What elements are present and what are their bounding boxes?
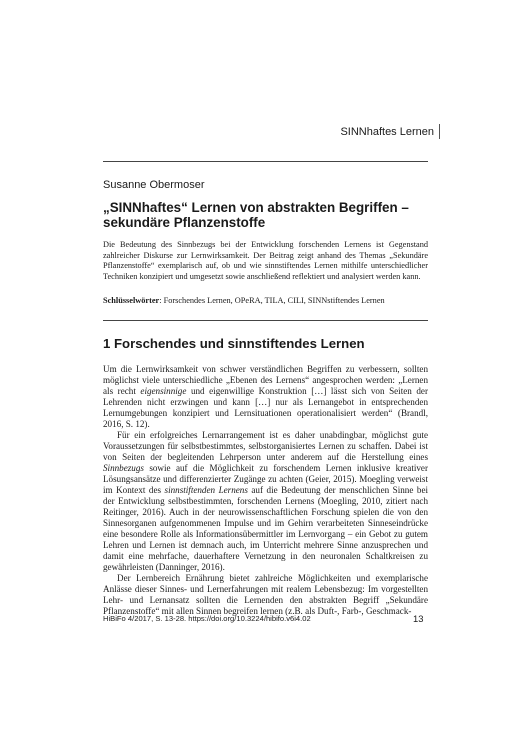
abstract-divider	[103, 320, 428, 321]
author-name: Susanne Obermoser	[103, 179, 205, 191]
p2-emphasis-1: Sinnbezugs	[103, 463, 144, 474]
abstract: Die Bedeutung des Sinnbezugs bei der Entwicklung forschenden Lernens ist Gegenstand zahlreicher Diskurse zur Lernwirksamkeit. Der Beitrag zeigt anhand des Themas „Sekundäre Pflanzenstoffe“ exemplarisch auf, ob und wie sinnstiftendes Lernen mithilfe unterschiedlicher Techniken konzipiert und umgesetzt sowie anschließend reflektiert und analysiert werden kann.	[103, 240, 428, 281]
keywords	[103, 296, 428, 307]
p2-emphasis-2: sinnstiftenden Lernens	[164, 485, 248, 496]
paragraph-1	[103, 364, 428, 430]
p1-emphasis: eigensinnige	[140, 386, 187, 397]
running-head-bar	[439, 124, 440, 139]
running-head: SINNhaftes Lernen	[340, 126, 434, 138]
keywords-label: Schlüsselwörter	[103, 296, 160, 305]
p1-text-b: und eigenwillige Konstruktion […] lässt sich von Seiten der Lehrenden nicht erzwingen und kann […] nur als Lernangebot in entsprechenden Lernumgebungen konzipiert und Lernsituationen operationalisiert werden“ (Brandl, 2016, S. 12).	[103, 386, 428, 430]
title-line-2: sekundäre Pflanzenstoffe	[103, 215, 266, 230]
article-title	[103, 200, 428, 230]
paragraph-2	[103, 430, 428, 573]
p2-text-c: auf die Bedeutung der menschlichen Sinne bei der Entwicklung selbstbestimmten, forschenden Lernens (Moegling, 2010, zitiert nach Reitinger, 2016). Auch in der neurowissenschaftlichen Forschung spielen die von den Sinnesorganen aufgenommenen Impulse und im Gehirn verarbeiteten Sinneseindrücke eine besondere Rolle als Informationsübermittler im Lernvorgang – ein Gebot zu gutem Lehren und Lernen ist demnach auch, im Unterricht mehrere Sinne anzusprechen und damit eine mehrfache, dauerhaftere Vernetzung in den neuronalen Schaltkreisen zu gewährleisten (Danninger, 2016).	[103, 485, 429, 573]
top-divider	[103, 161, 428, 162]
p1-text-a: Um die Lernwirksamkeit von schwer verständlichen Begriffen zu verbessern, sollten möglichst viele unterschiedliche „Ebenen des Lernens“ angesprochen werden: „Lernen als recht	[103, 364, 428, 397]
page-number: 13	[413, 613, 424, 624]
keywords-list: : Forschendes Lernen, OPeRA, TILA, CILI, SINNstiftendes Lernen	[159, 296, 385, 305]
p2-text-b: sowie auf die Möglichkeit zu forschendem Lernen inklusive kreativer Lösungsansätze und differenzierter Zugänge zu achten (Geier, 2015). Moegling verweist im Kontext des	[103, 463, 428, 496]
p2-text-a: Für ein erfolgreiches Lernarrangement ist es daher unabdingbar, möglichst gute Voraussetzungen für selbstbestimmtes, selbstorganisiertes Lernen zu schaffen. Dabei ist von Seiten der begleitenden Lehrperson unter anderem auf die Herstellung eines	[103, 430, 428, 463]
body-text	[103, 364, 428, 617]
paragraph-3: Der Lernbereich Ernährung bietet zahlreiche Möglichkeiten und exemplarische Anlässe dieser Sinnes- und Lernerfahrungen mit realem Lebensbezug: Im vorgestellten Lehr- und Lernansatz sollten die Lernenden den abstrakten Begriff „Sekundäre Pflanzenstoffe“ mit allen Sinnen begreifen lernen (z.B. als Duft-, Farb-, Geschmack-	[103, 573, 428, 617]
title-line-1: „SINNhaftes“ Lernen von abstrakten Begriffen –	[103, 200, 409, 215]
section-heading: 1 Forschendes und sinnstiftendes Lernen	[103, 336, 365, 351]
footer-citation: HiBiFo 4/2017, S. 13-28. https://doi.org/10.3224/hibifo.v6i4.02	[103, 614, 311, 623]
